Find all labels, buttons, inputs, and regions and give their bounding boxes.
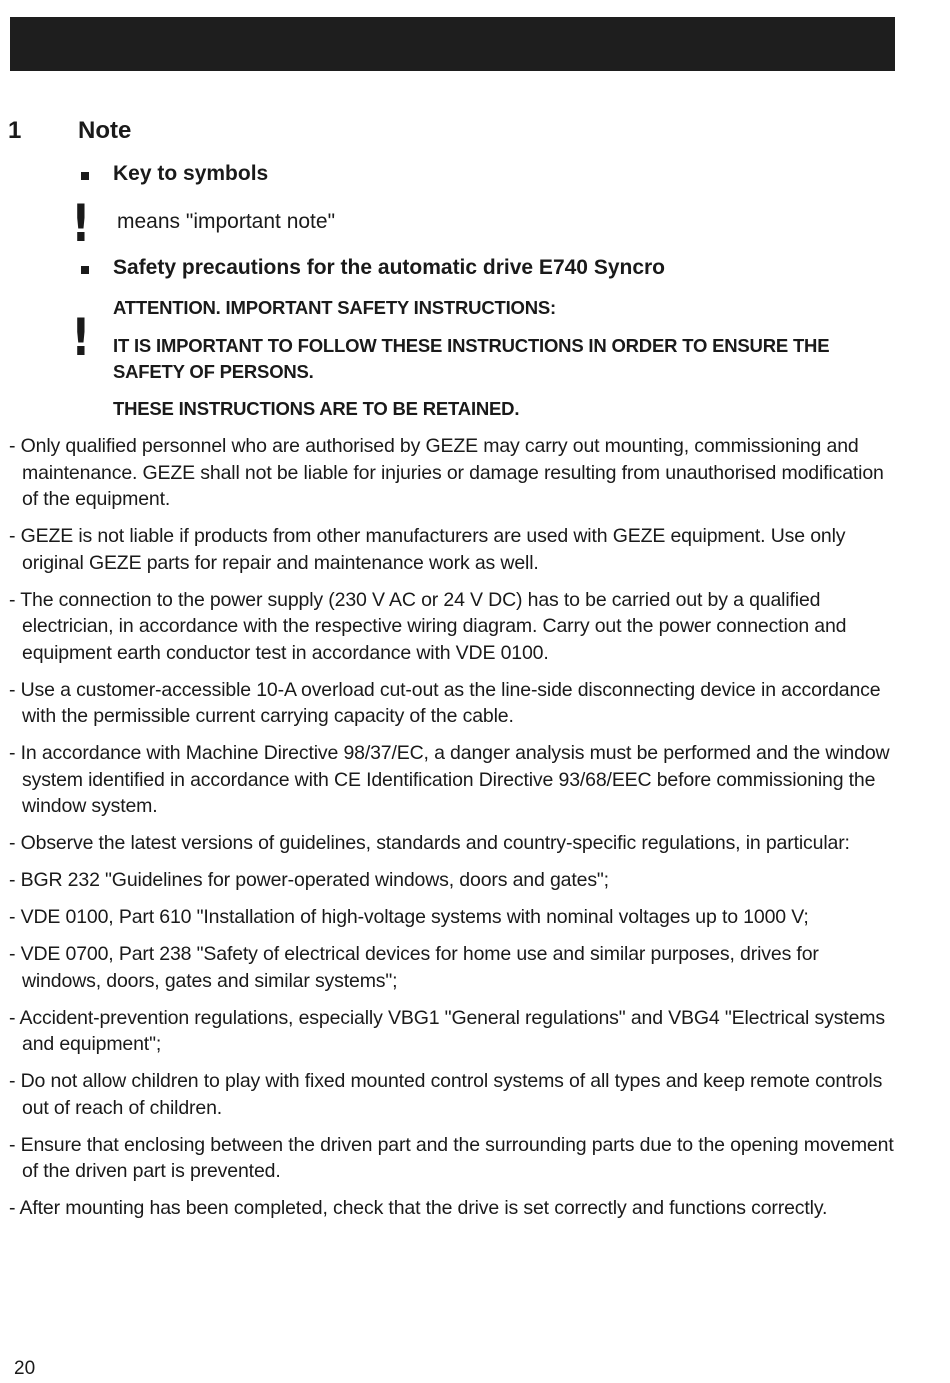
- bullet-square-icon: [81, 266, 89, 274]
- retain-text: THESE INSTRUCTIONS ARE TO BE RETAINED.: [113, 398, 520, 419]
- section-title: Note: [78, 117, 132, 144]
- bullet-square-icon: [81, 172, 89, 180]
- list-item: - Observe the latest versions of guidelines, standards and country-specific regulations, in particular:: [9, 832, 850, 854]
- header-bar: [10, 17, 895, 71]
- list-item: - Only qualified personnel who are authorised by GEZE may carry out mounting, commissioning and maintenance. GEZE shall not be liable for injuries or damage resulting from unauthorised modification of the equipment.: [9, 435, 884, 510]
- list-item: - Ensure that enclosing between the driven part and the surrounding parts due to the opening movement of the driven part is prevented.: [9, 1133, 894, 1182]
- important-text: IT IS IMPORTANT TO FOLLOW THESE INSTRUCTIONS IN ORDER TO ENSURE THE SAFETY OF PERSONS.: [113, 335, 830, 382]
- safety-heading: Safety precautions for the automatic drive E740 Syncro: [113, 256, 666, 279]
- list-item: - The connection to the power supply (230 V AC or 24 V DC) has to be carried out by a qualified electrician, in accordance with the respective wiring diagram. Carry out the power connection and equipment earth conductor test in accordance with VDE 0100.: [9, 588, 847, 664]
- list-item: - In accordance with Machine Directive 98/37/EC, a danger analysis must be performed and the window system identified in accordance with CE Identification Directive 93/68/EEC before commissioning the window system.: [9, 742, 890, 817]
- list-item: - Accident-prevention regulations, especially VBG1 "General regulations" and VBG4 "Electrical systems and equipment";: [9, 1006, 885, 1055]
- list-item: - VDE 0700, Part 238 "Safety of electrical devices for home use and similar purposes, drives for windows, doors, gates and similar systems";: [9, 943, 819, 992]
- list-item: - BGR 232 "Guidelines for power-operated windows, doors and gates";: [9, 869, 609, 891]
- safety-instructions-list: [6, 433, 896, 1232]
- important-note-icon: !: [71, 308, 91, 368]
- section-number: 1: [8, 117, 22, 144]
- list-item: - Use a customer-accessible 10-A overload cut-out as the line-side disconnecting device in accordance with the permissible current carrying capacity of the cable.: [9, 678, 881, 727]
- list-item: - GEZE is not liable if products from other manufacturers are used with GEZE equipment. Use only original GEZE parts for repair and maintenance work as well.: [9, 525, 846, 574]
- key-to-symbols-heading: Key to symbols: [113, 162, 269, 185]
- page-number: 20: [14, 1358, 36, 1379]
- attention-text: ATTENTION. IMPORTANT SAFETY INSTRUCTIONS:: [113, 297, 556, 318]
- list-item: - VDE 0100, Part 610 "Installation of high-voltage systems with nominal voltages up to 1000 V;: [9, 906, 809, 928]
- symbol-meaning: means "important note": [117, 210, 336, 233]
- important-note-icon: !: [71, 194, 91, 254]
- list-item: - Do not allow children to play with fixed mounted control systems of all types and keep remote controls out of reach of children.: [9, 1070, 883, 1119]
- list-item: - After mounting has been completed, check that the drive is set correctly and functions correctly.: [9, 1197, 828, 1219]
